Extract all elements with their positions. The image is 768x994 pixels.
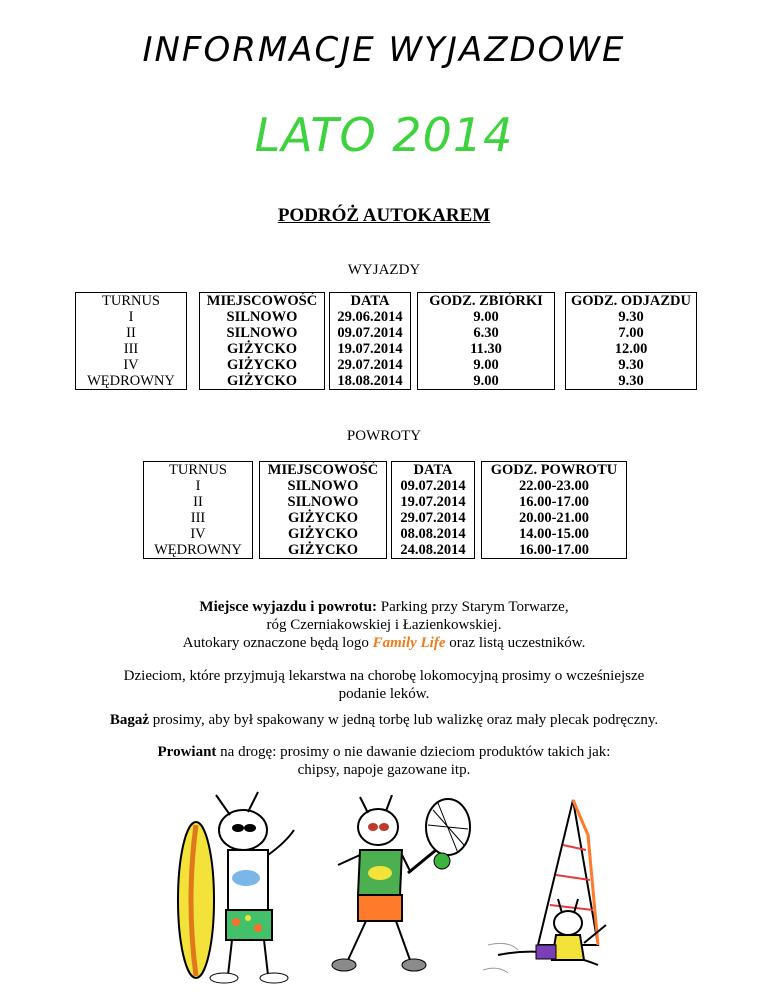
departures-header: GODZ. ODJAZDU bbox=[570, 293, 692, 309]
returns-cell: SILNOWO bbox=[287, 478, 359, 494]
departures-cell: III bbox=[123, 341, 139, 357]
departures-cell: 19.07.2014 bbox=[337, 341, 403, 357]
returns-cell: GIŻYCKO bbox=[287, 526, 359, 542]
departures-table bbox=[75, 292, 697, 390]
surfer-rabbit-illustration bbox=[168, 790, 308, 990]
departures-cell: WĘDROWNY bbox=[87, 373, 175, 389]
luggage-label: Bagaż bbox=[109, 712, 150, 728]
returns-header: DATA bbox=[413, 462, 453, 478]
departures-cell: 9.00 bbox=[473, 309, 499, 325]
returns-cell: SILNOWO bbox=[287, 494, 359, 510]
logo-text-post: oraz listą uczestników. bbox=[445, 635, 586, 651]
departures-cell: 18.08.2014 bbox=[337, 373, 403, 389]
departures-cell: GIŻYCKO bbox=[226, 341, 298, 357]
departures-cell: GIŻYCKO bbox=[226, 373, 298, 389]
departures-cell: SILNOWO bbox=[226, 325, 298, 341]
luggage-paragraph bbox=[0, 711, 768, 729]
page-subtitle: LATO 2014 bbox=[254, 108, 514, 162]
meeting-place-paragraph bbox=[0, 598, 768, 652]
luggage-text: prosimy, aby był spakowany w jedną torbę lub walizkę oraz mały plecak podręczny. bbox=[149, 712, 659, 728]
returns-cell: 08.08.2014 bbox=[400, 526, 466, 542]
departures-cell: I bbox=[128, 309, 134, 325]
section-heading: PODRÓŻ AUTOKAREM bbox=[277, 205, 491, 226]
departures-col-date bbox=[330, 293, 411, 390]
returns-header: MIEJSCOWOŚĆ bbox=[267, 462, 379, 478]
returns-table bbox=[143, 461, 627, 559]
returns-cell: 19.07.2014 bbox=[400, 494, 466, 510]
returns-cell: I bbox=[195, 478, 201, 494]
departures-cell: 9.00 bbox=[473, 373, 499, 389]
returns-cell: 16.00-17.00 bbox=[518, 542, 590, 558]
brand-name: Family Life bbox=[372, 635, 446, 651]
windsurfer-rabbit-illustration bbox=[478, 795, 618, 990]
departures-cell: IV bbox=[123, 357, 139, 373]
returns-cell: 29.07.2014 bbox=[400, 510, 466, 526]
returns-cell: GIŻYCKO bbox=[287, 510, 359, 526]
page-title: INFORMACJE WYJAZDOWE bbox=[142, 30, 626, 70]
returns-col-date bbox=[392, 462, 475, 559]
tennis-rabbit-illustration bbox=[318, 795, 478, 985]
returns-col-turnus bbox=[144, 462, 253, 559]
departures-cell: 11.30 bbox=[470, 341, 502, 357]
returns-cell: 20.00-21.00 bbox=[518, 510, 590, 526]
returns-cell: III bbox=[190, 510, 206, 526]
returns-cell: GIŻYCKO bbox=[287, 542, 359, 558]
departures-cell: 9.30 bbox=[618, 373, 644, 389]
food-paragraph bbox=[0, 743, 768, 779]
departures-cell: 7.00 bbox=[618, 325, 644, 341]
departures-col-turnus bbox=[76, 293, 187, 390]
logo-text-pre: Autokary oznaczone będą logo bbox=[182, 635, 373, 651]
returns-header: GODZ. POWROTU bbox=[490, 462, 618, 478]
departures-cell: 29.07.2014 bbox=[337, 357, 403, 373]
departures-cell: 12.00 bbox=[614, 341, 648, 357]
returns-cell: 24.08.2014 bbox=[400, 542, 466, 558]
meeting-place-label: Miejsce wyjazdu i powrotu: bbox=[199, 599, 378, 615]
departures-col-place bbox=[200, 293, 325, 390]
departures-cell: II bbox=[126, 325, 136, 341]
departures-col-depart bbox=[566, 293, 697, 390]
returns-cell: 09.07.2014 bbox=[400, 478, 466, 494]
medicine-line1: Dzieciom, które przyjmują lekarstwa na chorobę lokomocyjną prosimy o wcześniejsze bbox=[123, 668, 645, 684]
returns-cell: 16.00-17.00 bbox=[518, 494, 590, 510]
departures-cell: SILNOWO bbox=[226, 309, 298, 325]
returns-cell: II bbox=[193, 494, 203, 510]
medicine-line2: podanie leków. bbox=[338, 686, 430, 702]
departures-caption: WYJAZDY bbox=[347, 262, 421, 278]
departures-header: DATA bbox=[350, 293, 390, 309]
departures-col-gather bbox=[418, 293, 555, 390]
departures-cell: 9.30 bbox=[618, 357, 644, 373]
returns-cell: 22.00-23.00 bbox=[518, 478, 590, 494]
departures-cell: 6.30 bbox=[473, 325, 499, 341]
returns-cell: 14.00-15.00 bbox=[518, 526, 590, 542]
food-label: Prowiant bbox=[157, 744, 217, 760]
meeting-place-text: Parking przy Starym Torwarze, bbox=[377, 599, 569, 615]
returns-col-time bbox=[482, 462, 627, 559]
food-line2: chipsy, napoje gazowane itp. bbox=[297, 762, 471, 778]
returns-caption: POWROTY bbox=[346, 428, 422, 444]
departures-cell: 09.07.2014 bbox=[337, 325, 403, 341]
departures-cell: 9.00 bbox=[473, 357, 499, 373]
departures-cell: 9.30 bbox=[618, 309, 644, 325]
returns-cell: IV bbox=[190, 526, 206, 542]
departures-cell: 29.06.2014 bbox=[337, 309, 403, 325]
departures-cell: GIŻYCKO bbox=[226, 357, 298, 373]
departures-header: MIEJSCOWOŚĆ bbox=[206, 293, 318, 309]
medicine-paragraph bbox=[0, 667, 768, 703]
returns-header: TURNUS bbox=[168, 462, 227, 478]
departures-header: GODZ. ZBIÓRKI bbox=[429, 293, 543, 309]
returns-col-place bbox=[260, 462, 387, 559]
food-text: na drogę: prosimy o nie dawanie dzieciom produktów takich jak: bbox=[216, 744, 611, 760]
returns-cell: WĘDROWNY bbox=[154, 542, 242, 558]
departures-header: TURNUS bbox=[101, 293, 160, 309]
meeting-place-line2: róg Czerniakowskiej i Łazienkowskiej. bbox=[266, 617, 502, 633]
